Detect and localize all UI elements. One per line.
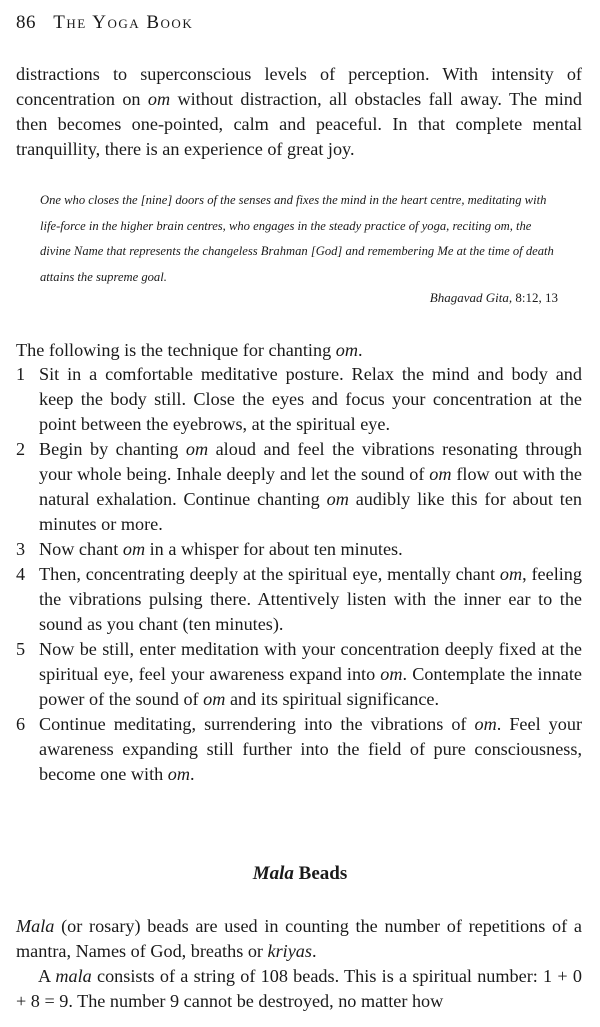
step-number: 6 [16,714,26,734]
step-text: Then, concentrating deeply at the spiritual eye, mentally chant om, feeling the vibrations pulsing there. Attentively listen with the inner ear to the sound as you chant (ten minutes). [39,564,582,634]
mala-paragraph: A mala consists of a string of 108 beads. This is a spiritual number: 1 + 0 + 8 = 9. The number 9 cannot be destroyed, no matter how [16,966,582,1011]
citation-verse: 8:12, 13 [515,290,558,305]
technique-steps [16,362,582,787]
technique-intro: The following is the technique for chanting om. [16,340,363,360]
book-title: The Yoga Book [53,12,194,33]
step-item [16,712,582,787]
step-number: 2 [16,439,26,459]
citation-source: Bhagavad Gita, [429,290,513,305]
running-header [16,12,193,34]
step-item [16,537,582,562]
step-text: Continue meditating, surrendering into the vibrations of om. Feel your awareness expanding still further into the field of pure consciousness, become one with om. [39,714,582,784]
step-item [16,562,582,637]
mala-section-body [16,914,582,1014]
intro-paragraph: distractions to superconscious levels of perception. With intensity of concentration on om without distraction, all obstacles fall away. The mind then becomes one-pointed, calm and peaceful. In that complete mental tranquillity, there is an experience of great joy. [16,64,582,159]
section-heading-rest: Beads [293,863,348,884]
step-item [16,437,582,537]
section-heading [0,863,600,885]
step-number: 4 [16,564,26,584]
page-number: 86 [16,12,36,33]
step-item [16,362,582,437]
step-text: Begin by chanting om aloud and feel the vibrations resonating through your whole being. Inhale deeply and let the sound of om flow out with the natural exhalation. Continue chanting om audibly like this for about ten minutes or more. [39,439,582,534]
step-item [16,637,582,712]
quote-citation [430,290,558,306]
step-number: 3 [16,539,26,559]
step-number: 1 [16,364,26,384]
step-text: Sit in a comfortable meditative posture. Relax the mind and body and keep the body still. Close the eyes and focus your concentration at the point between the eyebrows, at the spiritual eye. [39,364,582,434]
step-text: Now be still, enter meditation with your concentration deeply fixed at the spiritual eye, feel your awareness expand into om. Contemplate the innate power of the sound of om and its spiritual significance. [39,639,582,709]
mala-paragraph: Mala (or rosary) beads are used in counting the number of repetitions of a mantra, Names of God, breaths or kriyas. [16,916,582,961]
step-text: Now chant om in a whisper for about ten minutes. [39,539,403,559]
section-heading-italic: Mala [252,863,294,884]
scripture-quote: One who closes the [nine] doors of the senses and fixes the mind in the heart centre, meditating with life-force in the higher brain centres, who engages in the steady practice of yoga, reciting om, the divine Name that represents the changeless Brahman [God] and remembering Me at the time of death attains the supreme goal. [40,193,554,284]
step-number: 5 [16,639,26,659]
